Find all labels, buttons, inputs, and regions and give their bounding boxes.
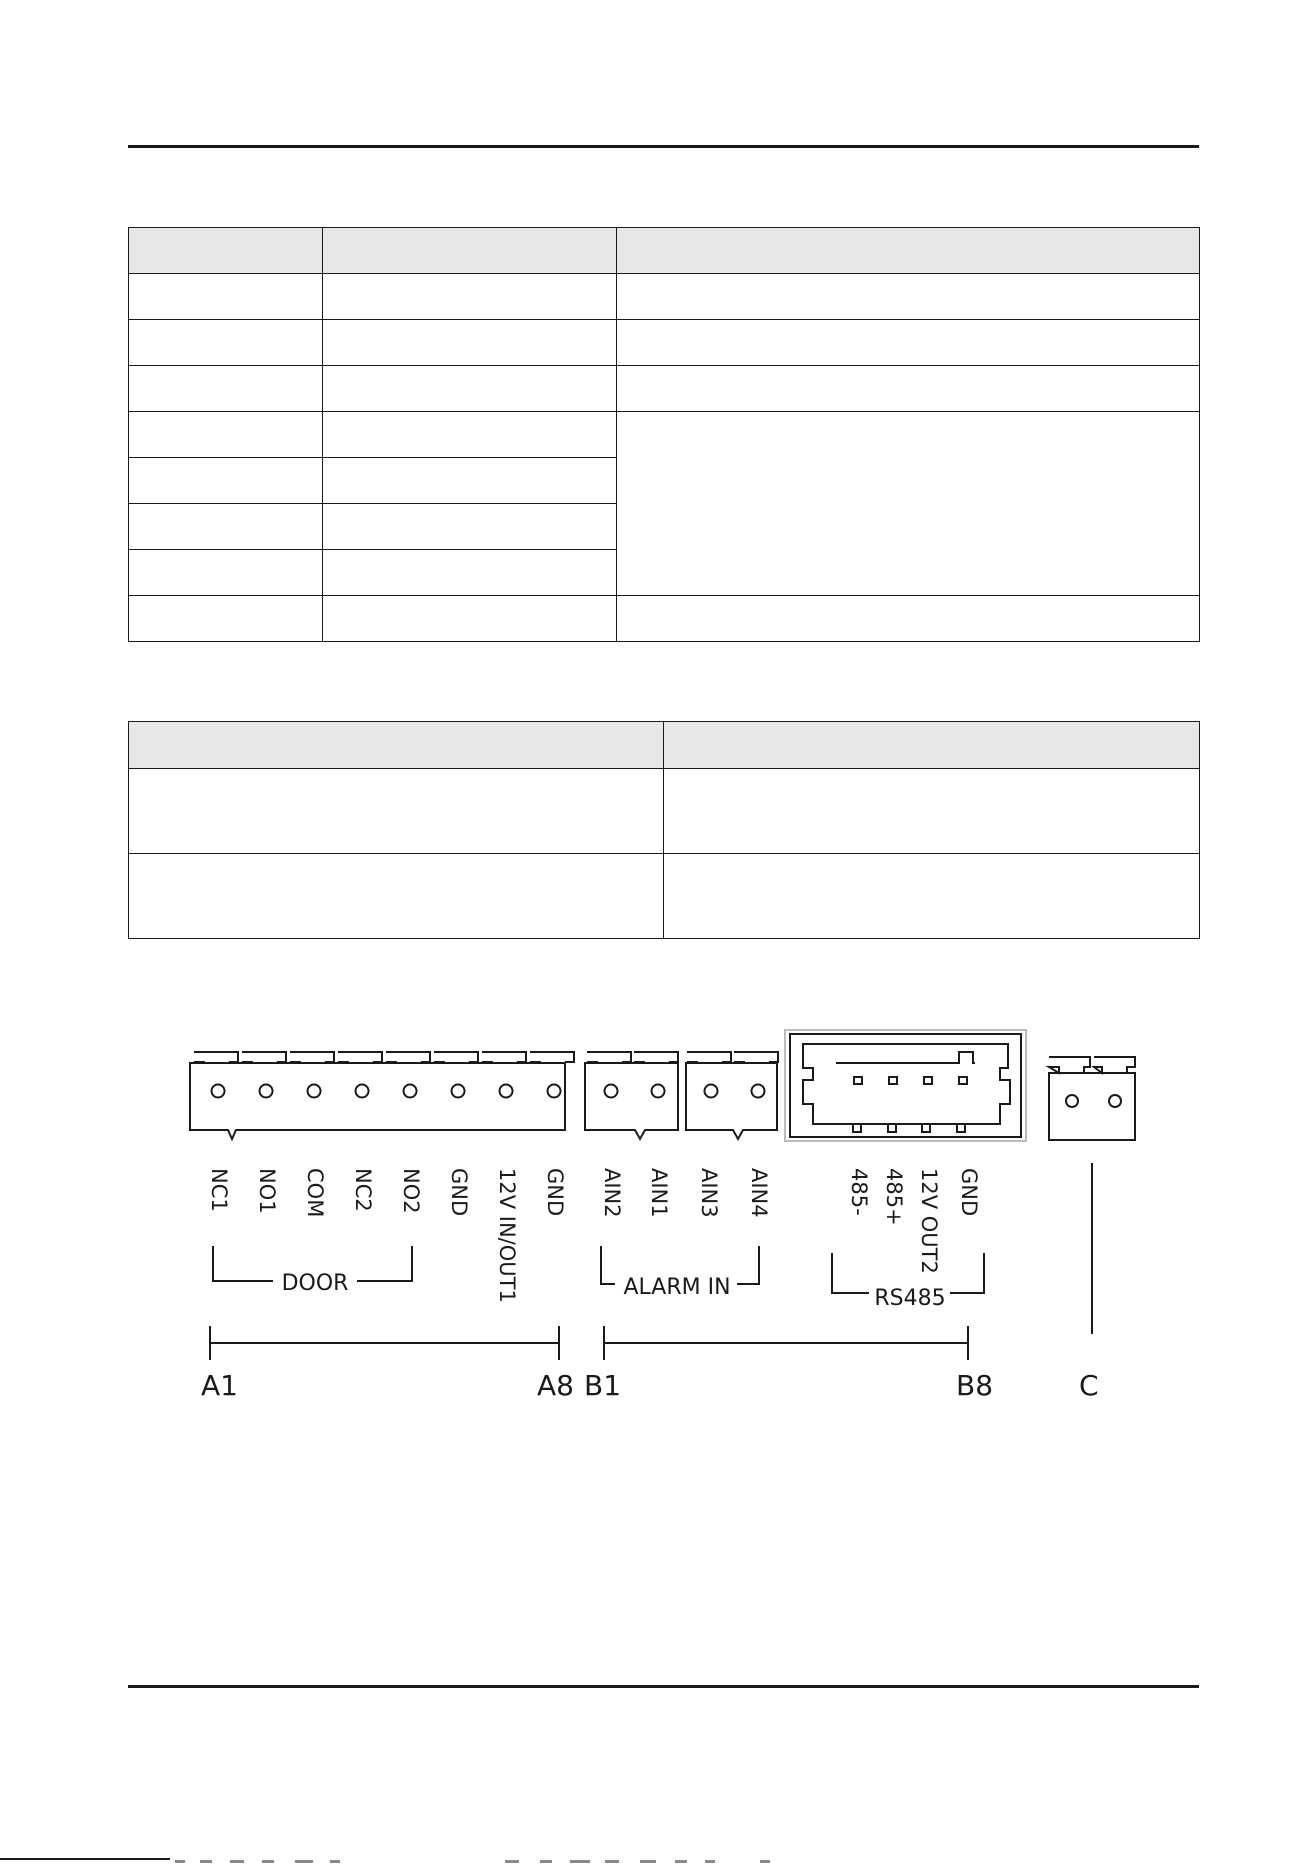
spec-table (128, 721, 1200, 939)
terminal-tab (386, 1052, 430, 1063)
pin-label-a7: 12V IN/OUT1 (495, 1168, 519, 1303)
terminal-b-labels (600, 1168, 981, 1274)
a-range-line (210, 1326, 559, 1360)
screw-hole-icon (356, 1085, 369, 1098)
pin-label-a6: GND (447, 1168, 471, 1217)
wiring-table (128, 227, 1200, 642)
pin-label-a8: GND (543, 1168, 567, 1217)
rs485-pin (924, 1077, 932, 1084)
screw-hole-icon (260, 1085, 273, 1098)
rs485-pin (959, 1077, 967, 1084)
terminal-id-b8: B8 (956, 1369, 994, 1402)
screw-hole-icon (500, 1085, 513, 1098)
table-header-row (129, 228, 1200, 274)
screw-hole-icon (605, 1085, 618, 1098)
terminal-block-b-ain12 (585, 1052, 678, 1139)
terminal-tab (587, 1052, 631, 1063)
screw-hole-icon (404, 1085, 417, 1098)
terminal-tab (338, 1052, 382, 1063)
table-header-row (129, 722, 1200, 769)
terminal-tab (634, 1052, 678, 1063)
alarm-in-label: ALARM IN (623, 1275, 731, 1300)
table-row (129, 366, 1200, 412)
pin-label-b6: 485+ (882, 1168, 906, 1226)
terminal-id-b1: B1 (584, 1369, 622, 1402)
table-row (129, 320, 1200, 366)
pin-label-a2: NO1 (255, 1168, 279, 1214)
rs485-pin (889, 1077, 897, 1084)
terminal-tab (434, 1052, 478, 1063)
terminal-tab (290, 1052, 334, 1063)
rs485-pin (854, 1077, 862, 1084)
terminal-block-b-ain34 (686, 1052, 778, 1139)
screw-hole-icon (212, 1085, 225, 1098)
screw-hole-icon (1066, 1095, 1078, 1107)
screw-hole-icon (308, 1085, 321, 1098)
pin-label-b1: AIN2 (600, 1168, 624, 1218)
terminal-id-a1: A1 (201, 1369, 238, 1402)
pin-label-a1: NC1 (207, 1168, 231, 1212)
page-edge-artifact (0, 1858, 800, 1864)
pin-label-b4: AIN4 (747, 1168, 771, 1218)
terminal-tab (734, 1052, 778, 1063)
pin-label-a4: NC2 (351, 1168, 375, 1212)
table-row (129, 412, 1200, 458)
terminal-tab (482, 1052, 526, 1063)
pin-label-b2: AIN1 (647, 1168, 671, 1218)
rs485-connector (785, 1030, 1026, 1141)
terminal-id-c: C (1079, 1369, 1099, 1402)
screw-hole-icon (1109, 1095, 1121, 1107)
terminal-diagram (0, 1010, 1313, 1410)
table-row (129, 596, 1200, 642)
table-row (129, 854, 1200, 939)
pin-label-b3: AIN3 (697, 1168, 721, 1218)
footer-rule (128, 1685, 1199, 1688)
pin-label-b7: 12V OUT2 (917, 1168, 941, 1274)
pin-label-a5: NO2 (399, 1168, 423, 1214)
table-row (129, 769, 1200, 854)
screw-hole-icon (752, 1085, 765, 1098)
pin-label-a3: COM (303, 1168, 327, 1218)
screw-hole-icon (652, 1085, 665, 1098)
terminal-id-a8: A8 (537, 1369, 574, 1402)
header-rule (128, 145, 1199, 148)
terminal-tab (242, 1052, 286, 1063)
rs485-label: RS485 (874, 1286, 946, 1311)
terminal-a-labels (207, 1168, 567, 1303)
b-range-line (604, 1326, 968, 1360)
screw-hole-icon (548, 1085, 561, 1098)
terminal-block-c (1049, 1057, 1135, 1140)
screw-hole-icon (705, 1085, 718, 1098)
pin-label-b8: GND (957, 1168, 981, 1217)
table-row (129, 274, 1200, 320)
pin-label-b5: 485- (847, 1168, 871, 1216)
terminal-block-a (190, 1052, 574, 1139)
door-label: DOOR (281, 1271, 349, 1296)
screw-hole-icon (452, 1085, 465, 1098)
terminal-tab (530, 1052, 574, 1063)
terminal-tab (687, 1052, 731, 1063)
terminal-tab (194, 1052, 238, 1063)
